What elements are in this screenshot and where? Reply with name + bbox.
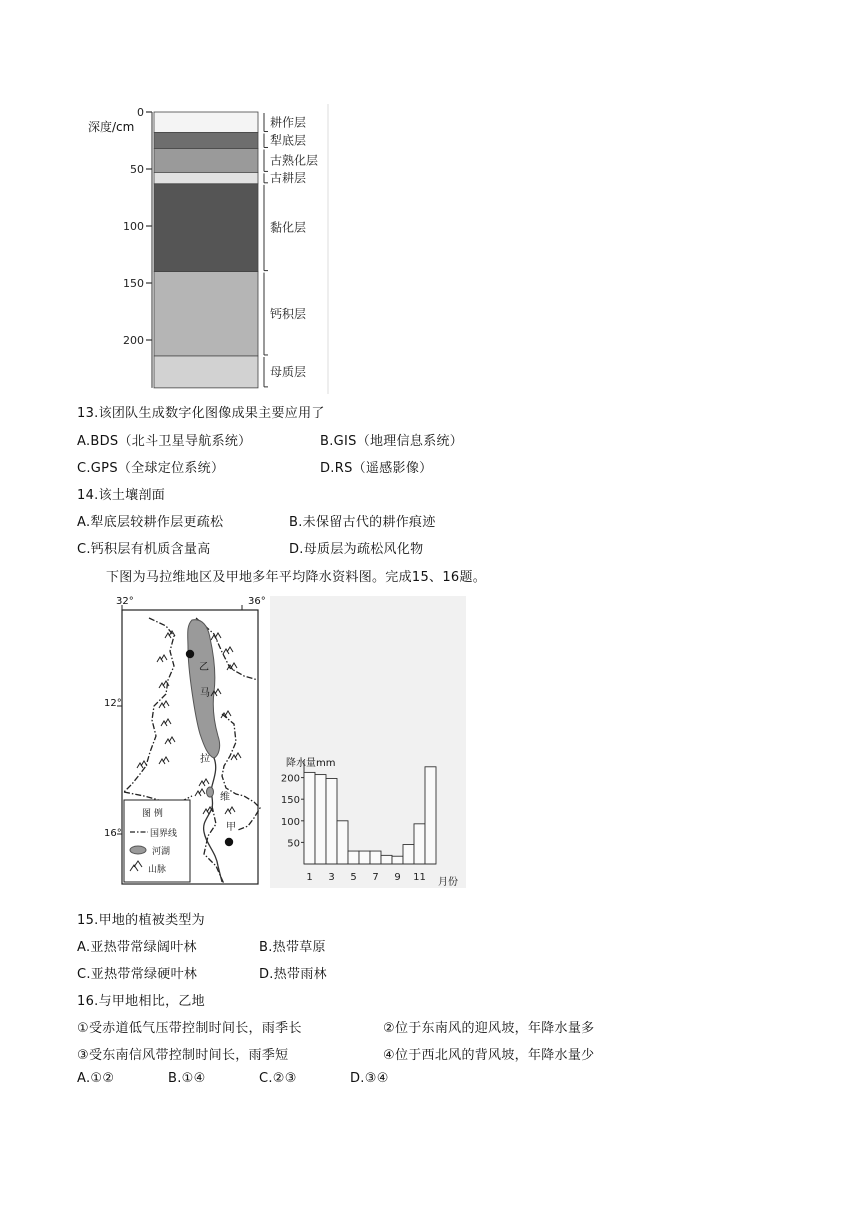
- precip-bar-month-11: [414, 824, 425, 864]
- soil-layer-label-5: 钙积层: [270, 306, 307, 321]
- mountain-icon: [231, 753, 241, 760]
- mountain-icon: [225, 807, 235, 814]
- legend-title: 图 例: [142, 809, 163, 819]
- q14-option-b: B.未保留古代的耕作痕迹: [289, 515, 436, 530]
- precip-bar-month-7: [370, 851, 381, 864]
- q16-statement-1: ①受赤道低气压带控制时间长，雨季长: [77, 1021, 302, 1036]
- chart-xlabel: 月份: [438, 877, 458, 888]
- q14-option-c: C.钙积层有机质含量高: [77, 542, 211, 557]
- lat-label-12: 12°: [104, 698, 122, 709]
- place-yi-dot: [186, 650, 194, 658]
- soil-depth-tick-150: 150: [123, 277, 144, 290]
- lat-label-16: 16°: [104, 828, 122, 839]
- precip-bar-month-10: [403, 845, 414, 864]
- precipitation-bars: [270, 596, 466, 888]
- malawi-map-svg: [104, 596, 274, 888]
- soil-layer-label-4: 黏化层: [270, 220, 307, 235]
- mountain-icon: [159, 701, 169, 708]
- soil-profile-diagram: [84, 104, 330, 394]
- chart-xtick-9: 9: [394, 872, 401, 883]
- q16-stem: 16.与甲地相比，乙地: [77, 994, 205, 1009]
- mountain-icon: [227, 663, 237, 670]
- q16-option-a: A.①②: [77, 1071, 115, 1086]
- q13-option-a: A.BDS（北斗卫星导航系统）: [77, 434, 252, 449]
- soil-layer-1: [154, 133, 258, 149]
- soil-depth-tick-100: 100: [123, 220, 144, 233]
- soil-depth-tick-0: 0: [137, 106, 144, 119]
- soil-layer-6: [154, 356, 258, 388]
- soil-layer-2: [154, 148, 258, 172]
- precip-bar-month-5: [348, 851, 359, 864]
- mountain-icon: [223, 647, 233, 654]
- chart-ytick-50: 50: [287, 838, 300, 850]
- legend-border: 国界线: [150, 829, 178, 839]
- soil-layer-3: [154, 172, 258, 183]
- q13-option-d: D.RS（遥感影像）: [320, 461, 433, 476]
- precip-bar-month-2: [315, 775, 326, 864]
- map-label-wei: 维: [220, 792, 230, 803]
- precip-bar-month-4: [337, 821, 348, 864]
- q13-option-b: B.GIS（地理信息系统）: [320, 434, 464, 449]
- q15-option-a: A.亚热带常绿阔叶林: [77, 940, 197, 955]
- chart-xtick-1: 1: [306, 872, 313, 883]
- chart-ytick-100: 100: [280, 816, 300, 828]
- precipitation-chart: [270, 596, 466, 888]
- soil-layer-label-3: 古耕层: [270, 171, 307, 186]
- soil-layer-label-1: 犁底层: [270, 133, 307, 148]
- q15-stem: 15.甲地的植被类型为: [77, 913, 205, 928]
- malawi-map: [104, 596, 274, 888]
- chart-ytick-200: 200: [280, 773, 300, 785]
- soil-layer-0: [154, 112, 258, 133]
- precip-bar-month-6: [359, 851, 370, 864]
- legend-mountain: 山脉: [148, 865, 167, 875]
- q15-option-b: B.热带草原: [259, 940, 326, 955]
- soil-depth-tick-200: 200: [123, 334, 144, 347]
- soil-layer-label-0: 耕作层: [270, 115, 307, 130]
- place-jia-dot: [225, 838, 233, 846]
- soil-layer-5: [154, 272, 258, 356]
- soil-profile-figure: [84, 104, 330, 394]
- chart-xtick-3: 3: [328, 872, 335, 883]
- q16-option-d: D.③④: [350, 1071, 389, 1086]
- legend-lake: 河湖: [152, 847, 171, 857]
- mountain-icon: [159, 757, 169, 764]
- soil-layer-4: [154, 184, 258, 272]
- map-label-la: 拉: [200, 754, 210, 765]
- mountain-icon: [211, 633, 221, 640]
- q16-option-b: B.①④: [168, 1071, 206, 1086]
- mountain-icon: [161, 719, 171, 726]
- map-label-jia: 甲: [226, 822, 236, 833]
- precip-bar-month-1: [304, 772, 315, 864]
- mountain-icon: [137, 761, 147, 768]
- soil-layer-label-6: 母质层: [270, 364, 307, 379]
- chart-xtick-5: 5: [350, 872, 357, 883]
- precip-bar-month-8: [381, 855, 392, 864]
- mountain-icon: [195, 789, 205, 796]
- lon-label-32: 32°: [116, 596, 134, 607]
- mountain-icon: [165, 631, 175, 638]
- chart-ytick-150: 150: [280, 795, 300, 807]
- lon-label-36: 36°: [248, 596, 266, 607]
- soil-depth-tick-50: 50: [130, 163, 144, 176]
- map-label-ma: 马: [200, 688, 210, 699]
- chart-ylabel: 降水量mm: [286, 758, 336, 769]
- precip-bar-month-3: [326, 778, 337, 864]
- q15-option-d: D.热带雨林: [259, 967, 327, 982]
- mountain-icon: [165, 737, 175, 744]
- q14-option-a: A.犁底层较耕作层更疏松: [77, 515, 224, 530]
- map-label-yi: 乙: [199, 662, 209, 673]
- q13-option-c: C.GPS（全球定位系统）: [77, 461, 225, 476]
- mountain-icon: [199, 779, 209, 786]
- q16-statement-4: ④位于西北风的背风坡，年降水量少: [383, 1048, 595, 1063]
- q16-option-c: C.②③: [259, 1071, 297, 1086]
- q14-option-d: D.母质层为疏松风化物: [289, 542, 424, 557]
- q16-statement-2: ②位于东南风的迎风坡，年降水量多: [383, 1021, 595, 1036]
- figure-intro: 下图为马拉维地区及甲地多年平均降水资料图。完成15、16题。: [106, 570, 487, 585]
- chart-xtick-11: 11: [413, 872, 426, 883]
- precip-bar-month-12: [425, 767, 436, 864]
- soil-layer-label-2: 古熟化层: [270, 153, 319, 168]
- q15-option-c: C.亚热带常绿硬叶林: [77, 967, 198, 982]
- q13-stem: 13.该团队生成数字化图像成果主要应用了: [77, 406, 325, 421]
- mountain-icon: [157, 655, 167, 662]
- q14-stem: 14.该土壤剖面: [77, 488, 166, 503]
- chart-xtick-7: 7: [372, 872, 379, 883]
- precip-bar-month-9: [392, 856, 403, 864]
- q16-statement-3: ③受东南信风带控制时间长，雨季短: [77, 1048, 289, 1063]
- soil-depth-axis-title: 深度/cm: [88, 120, 135, 134]
